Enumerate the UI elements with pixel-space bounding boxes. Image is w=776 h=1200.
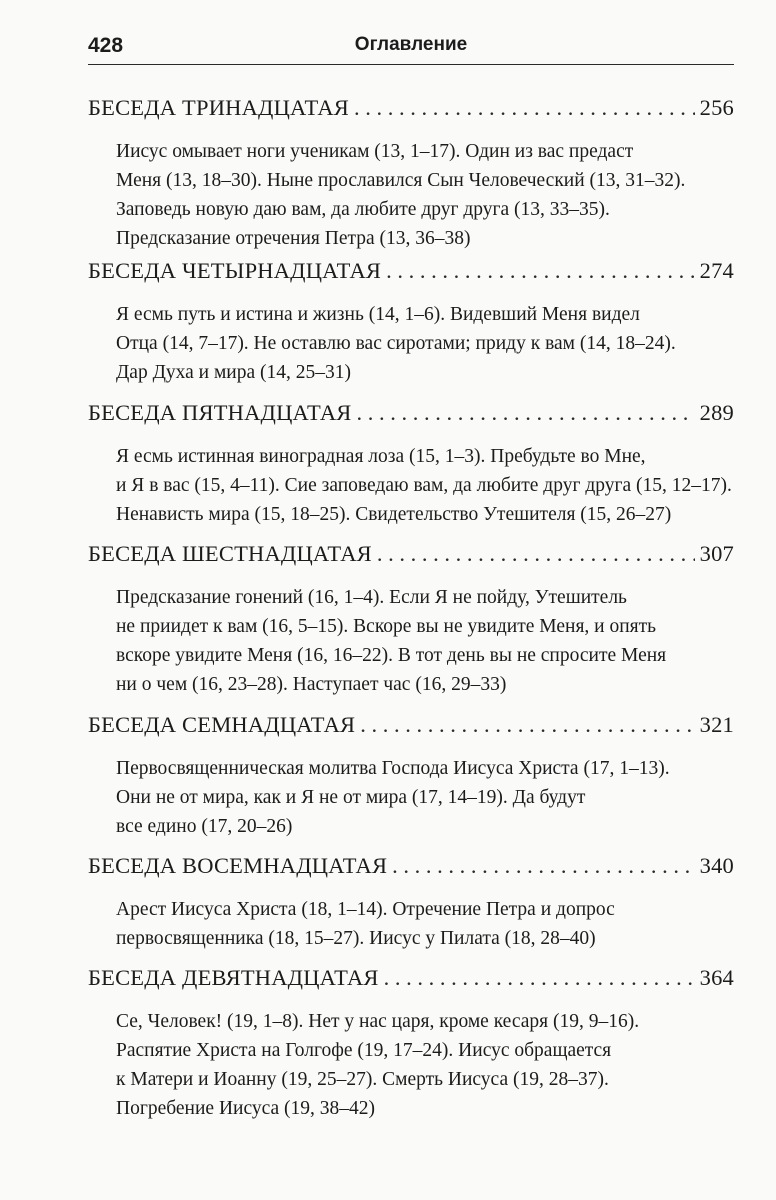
toc-entry-16[interactable] bbox=[88, 541, 734, 699]
toc-entry-description bbox=[116, 137, 734, 253]
description-line: Дар Духа и мира (14, 25–31) bbox=[116, 362, 352, 383]
description-line: Я есмь путь и истина и жизнь (14, 1–6). Видевший Меня видел bbox=[116, 304, 640, 325]
toc-entry-19[interactable] bbox=[88, 965, 734, 1123]
toc-entry-title: БЕСЕДА СЕМНАДЦАТАЯ bbox=[88, 712, 356, 737]
dot-leader bbox=[360, 712, 694, 738]
dot-leader bbox=[354, 95, 695, 121]
toc-entry-description bbox=[116, 895, 734, 953]
toc-entry-title: БЕСЕДА ПЯТНАДЦАТАЯ bbox=[88, 400, 352, 425]
toc-entry-page: 340 bbox=[699, 853, 734, 878]
description-line: Отца (14, 7–17). Не оставлю вас сиротами; приду к вам (14, 18–24). bbox=[116, 333, 676, 354]
toc-entry-heading bbox=[88, 400, 734, 436]
description-line: и Я в вас (15, 4–11). Сие заповедаю вам, да любите друг друга (15, 12–17). bbox=[116, 475, 732, 496]
page-header bbox=[88, 32, 734, 65]
toc-entry-page: 307 bbox=[699, 541, 734, 566]
toc-entry-title: БЕСЕДА ТРИНАДЦАТАЯ bbox=[88, 95, 349, 120]
toc-entry-description bbox=[116, 1007, 734, 1123]
toc-entry-page: 364 bbox=[699, 965, 734, 990]
page-number: 428 bbox=[88, 34, 124, 57]
description-line: Се, Человек! (19, 1–8). Нет у нас царя, кроме кесаря (19, 9–16). bbox=[116, 1011, 640, 1032]
description-line: Ненависть мира (15, 18–25). Свидетельство Утешителя (15, 26–27) bbox=[116, 504, 672, 525]
description-line: Погребение Иисуса (19, 38–42) bbox=[116, 1098, 376, 1119]
toc-entry-description bbox=[116, 754, 734, 841]
description-line: первосвященника (18, 15–27). Иисус у Пилата (18, 28–40) bbox=[116, 928, 596, 949]
description-line: Я есмь истинная виноградная лоза (15, 1–3). Пребудьте во Мне, bbox=[116, 446, 646, 467]
description-line: вскоре увидите Меня (16, 16–22). В тот день вы не спросите Меня bbox=[116, 645, 667, 666]
description-line: Иисус омывает ноги ученикам (13, 1–17). Один из вас предаст bbox=[116, 141, 634, 162]
description-line: Арест Иисуса Христа (18, 1–14). Отречение Петра и допрос bbox=[116, 899, 615, 920]
toc-entry-page: 289 bbox=[699, 400, 734, 425]
description-line: Они не от мира, как и Я не от мира (17, 14–19). Да будут bbox=[116, 787, 586, 808]
description-line: к Матери и Иоанну (19, 25–27). Смерть Иисуса (19, 28–37). bbox=[116, 1069, 609, 1090]
toc-entry-heading bbox=[88, 712, 734, 748]
toc-entry-title: БЕСЕДА ВОСЕМНАДЦАТАЯ bbox=[88, 853, 388, 878]
toc-entry-13[interactable] bbox=[88, 95, 734, 253]
toc-entry-heading bbox=[88, 258, 734, 294]
description-line: Распятие Христа на Голгофе (19, 17–24). Иисус обращается bbox=[116, 1040, 612, 1061]
toc-entry-title: БЕСЕДА ЧЕТЫРНАДЦАТАЯ bbox=[88, 258, 382, 283]
toc-entry-15[interactable] bbox=[88, 400, 734, 529]
description-line: Первосвященническая молитва Господа Иисуса Христа (17, 1–13). bbox=[116, 758, 670, 779]
description-line: Предсказание гонений (16, 1–4). Если Я не пойду, Утешитель bbox=[116, 587, 627, 608]
dot-leader bbox=[384, 965, 695, 991]
dot-leader bbox=[377, 541, 695, 567]
toc-entry-heading bbox=[88, 965, 734, 1001]
toc-entry-description bbox=[116, 583, 734, 699]
toc-entry-description bbox=[116, 300, 734, 387]
toc-entry-page: 256 bbox=[699, 95, 734, 120]
toc-entry-17[interactable] bbox=[88, 712, 734, 841]
description-line: Предсказание отречения Петра (13, 36–38) bbox=[116, 228, 471, 249]
toc-entry-title: БЕСЕДА ДЕВЯТНАДЦАТАЯ bbox=[88, 965, 379, 990]
dot-leader bbox=[392, 853, 694, 879]
description-line: Меня (13, 18–30). Ныне прославился Сын Человеческий (13, 31–32). bbox=[116, 170, 686, 191]
description-line: ни о чем (16, 23–28). Наступает час (16, 29–33) bbox=[116, 674, 507, 695]
toc-entry-title: БЕСЕДА ШЕСТНАДЦАТАЯ bbox=[88, 541, 372, 566]
toc-entry-description bbox=[116, 442, 734, 529]
toc-entry-heading bbox=[88, 95, 734, 131]
dot-leader bbox=[386, 258, 695, 284]
toc-entry-heading bbox=[88, 541, 734, 577]
toc-entry-page: 274 bbox=[699, 258, 734, 283]
toc-entry-heading bbox=[88, 853, 734, 889]
running-title: Оглавление bbox=[354, 34, 468, 55]
description-line: не приидет к вам (16, 5–15). Вскоре вы не увидите Меня, и опять bbox=[116, 616, 657, 637]
toc-entry-14[interactable] bbox=[88, 258, 734, 387]
toc-entry-page: 321 bbox=[699, 712, 734, 737]
dot-leader bbox=[356, 400, 694, 426]
description-line: Заповедь новую даю вам, да любите друг друга (13, 33–35). bbox=[116, 199, 610, 220]
description-line: все едино (17, 20–26) bbox=[116, 816, 293, 837]
toc-entry-18[interactable] bbox=[88, 853, 734, 953]
